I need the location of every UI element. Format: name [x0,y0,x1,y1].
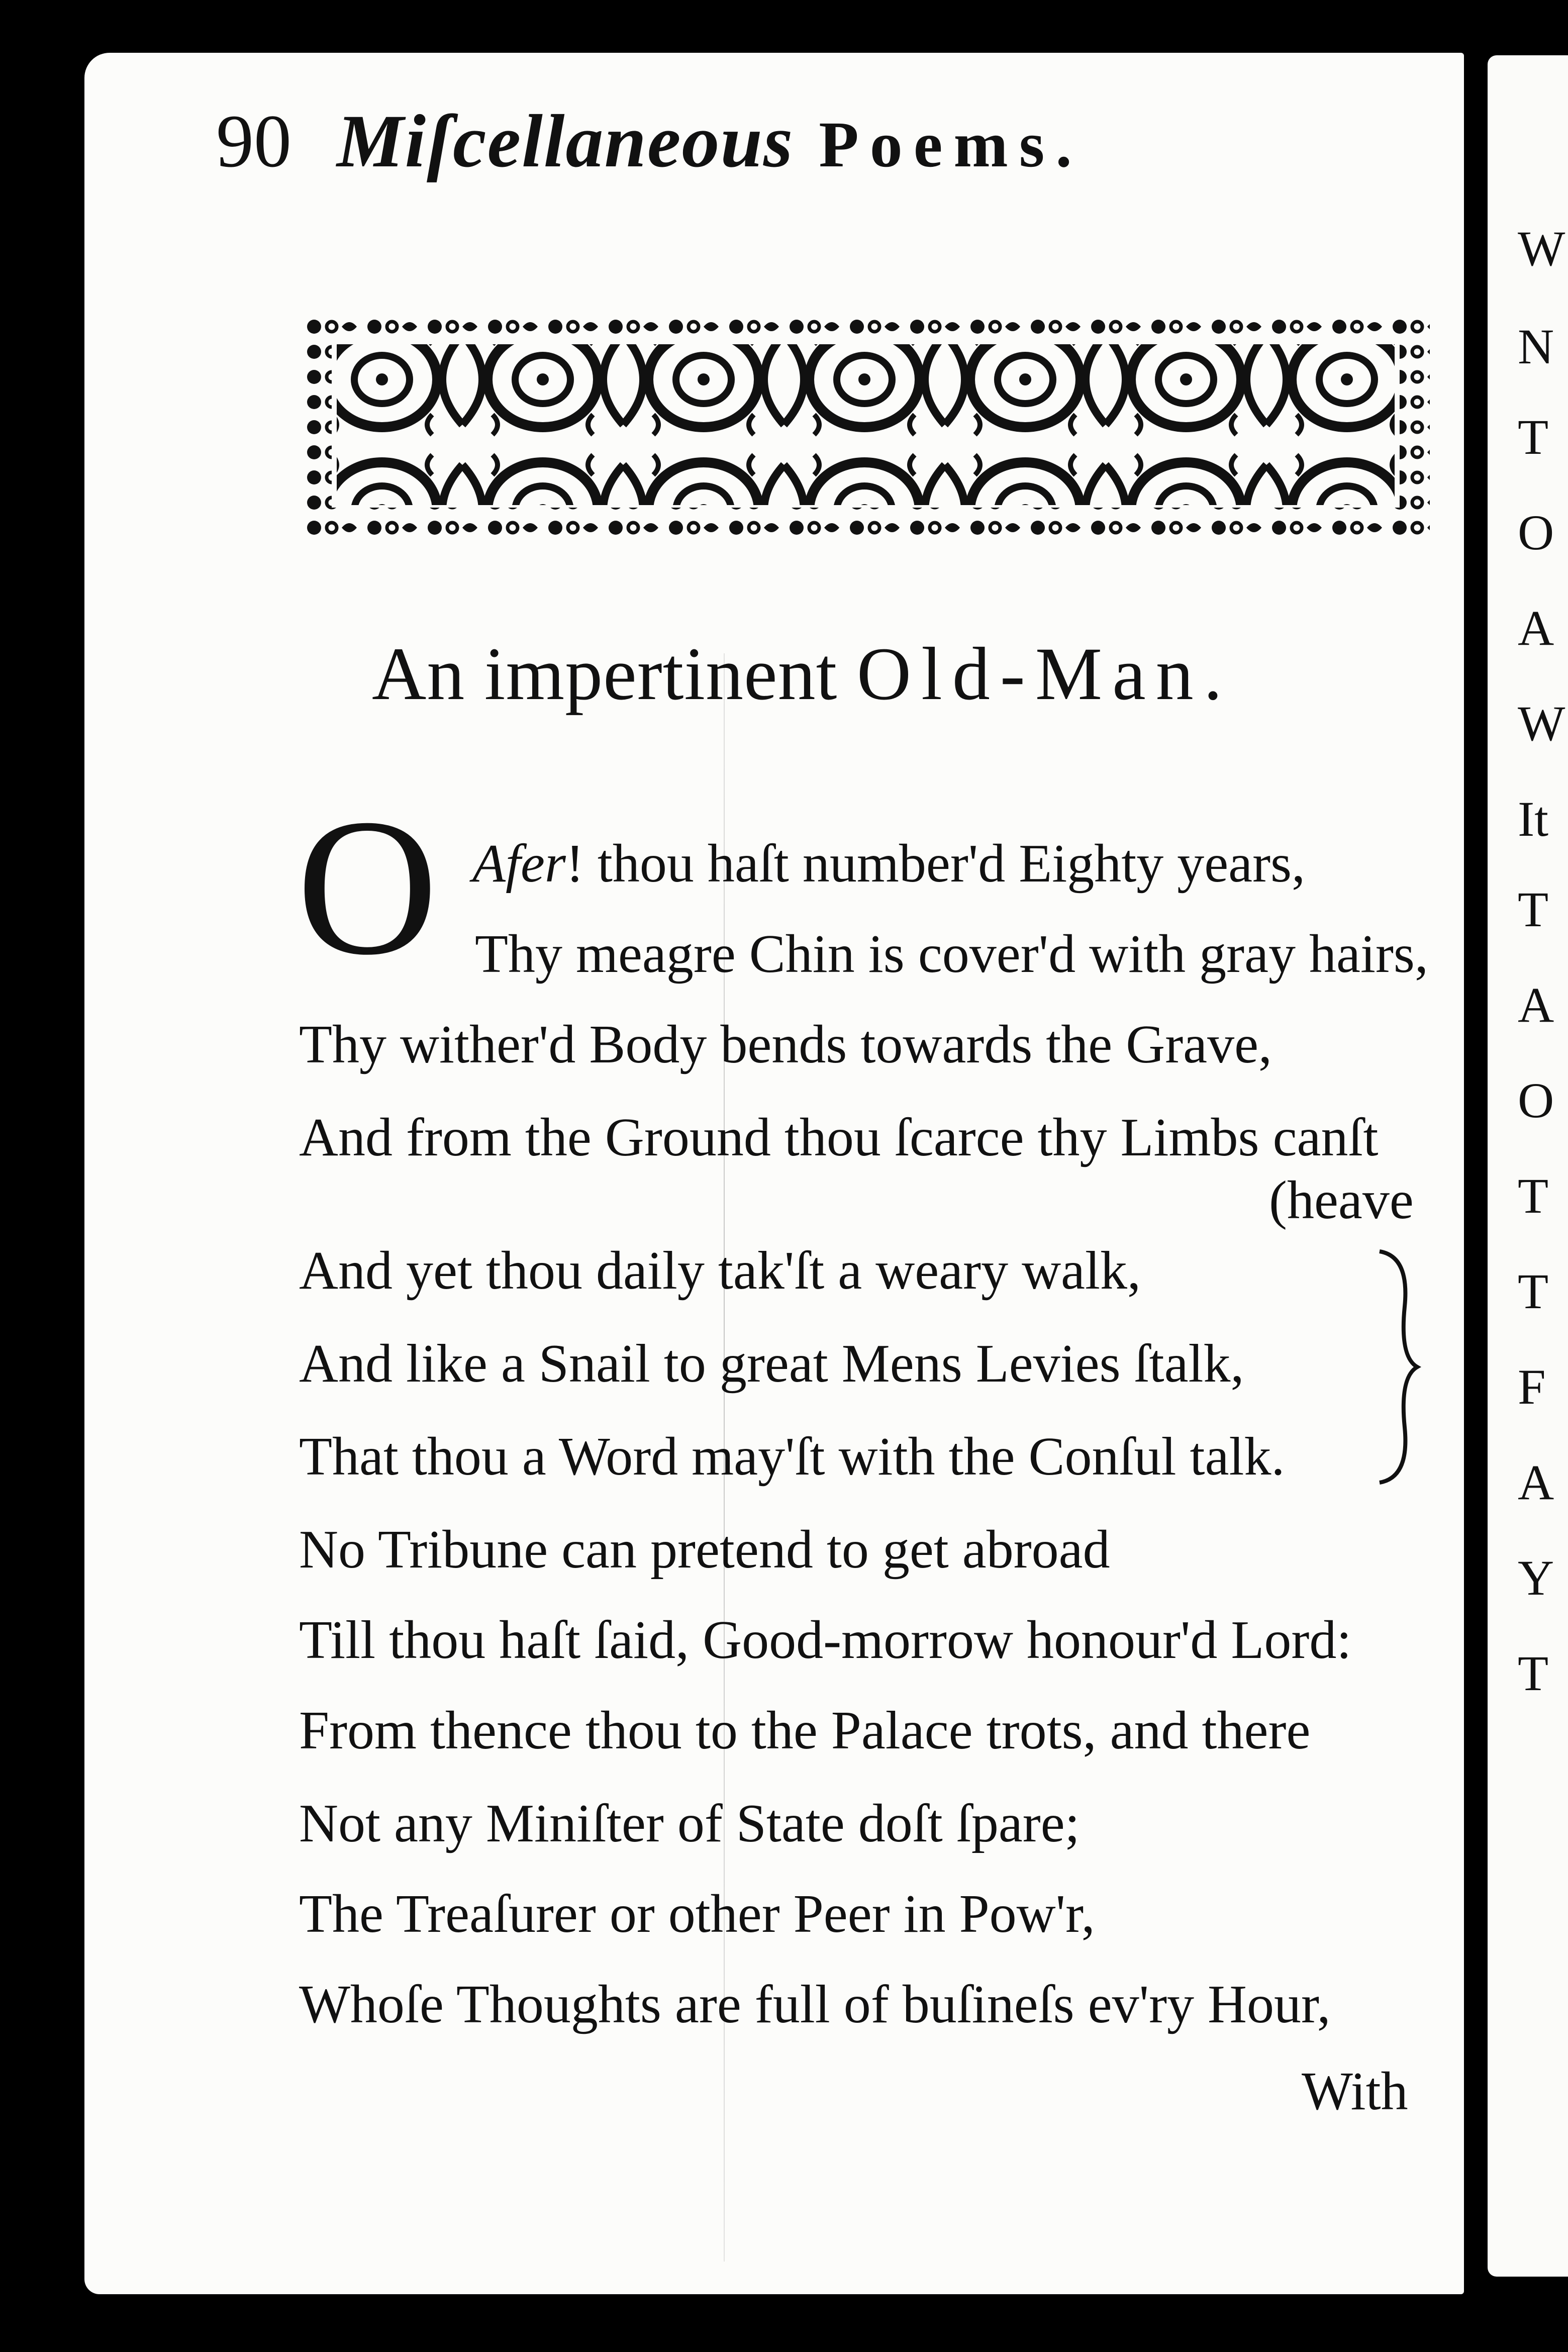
facing-letter: W [1518,221,1565,276]
running-head-title: Miſcellaneous [337,100,794,183]
book-page-right-edge [1488,55,1568,2277]
poem-line: Thy meagre Chin is cover'd with gray hairs, [475,924,1428,984]
poem-line-1-italic: Afer [472,834,566,894]
poem-title [372,631,1232,717]
page-number: 90 [216,100,291,183]
catchword: With [1302,2062,1408,2121]
facing-letter: N [1518,319,1554,374]
running-head-subtitle: Poems. [819,109,1083,181]
poem-line: And yet thou daily tak'ſt a weary walk, [299,1241,1141,1301]
drop-cap: O [297,778,438,996]
facing-letter: T [1518,1168,1549,1224]
poem-line-turnover: (heave [1269,1170,1414,1230]
poem-line: No Tribune can pretend to get abroad [299,1520,1110,1580]
poem-title-pre: An impertinent [372,632,838,716]
triplet-brace [1375,1246,1420,1488]
facing-letter: A [1518,600,1554,656]
facing-letter: A [1518,977,1554,1033]
poem-line: The Treaſurer or other Peer in Pow'r, [299,1884,1095,1944]
running-head [216,98,1083,184]
facing-letter: Y [1518,1550,1554,1606]
poem-line: And like a Snail to great Mens Levies ſtalk, [299,1334,1244,1394]
poem-line: That thou a Word may'ſt with the Conſul talk. [299,1427,1285,1487]
facing-letter: It [1518,791,1549,847]
facing-letter: O [1518,505,1554,560]
poem-line: Thy wither'd Body bends towards the Grave, [299,1015,1272,1074]
poem-title-small-caps: Old-Man. [856,632,1233,716]
ornamental-headpiece [302,314,1430,535]
poem-line: Not any Miniſter of State doſt ſpare; [299,1794,1080,1853]
facing-letter: W [1518,696,1565,751]
facing-letter: T [1518,881,1549,937]
poem-line-1-rest: ! thou haſt number'd Eighty years, [565,834,1306,894]
poem-line: Till thou haſt ſaid, Good-morrow honour'd Lord: [299,1610,1352,1670]
facing-letter: O [1518,1072,1554,1128]
poem-line: Whoſe Thoughts are full of buſineſs ev'ry Hour, [299,1975,1331,2034]
facing-letter: T [1518,1645,1549,1701]
poem-line: From thence thou to the Palace trots, and there [299,1701,1311,1760]
facing-letter: F [1518,1359,1546,1415]
poem-line: And from the Ground thou ſcarce thy Limbs canſt [299,1108,1379,1167]
facing-letter: T [1518,1263,1549,1319]
facing-letter: A [1518,1454,1554,1510]
poem-line-1 [472,834,1306,894]
facing-letter: T [1518,409,1549,465]
